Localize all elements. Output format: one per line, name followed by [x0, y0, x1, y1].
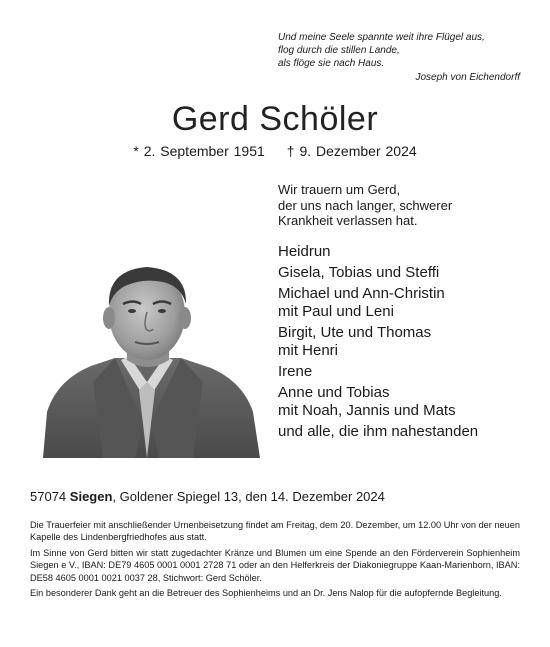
family-entry: [278, 363, 528, 381]
family-entry: [278, 285, 528, 321]
details-paragraph: Ein besonderer Dank geht an die Betreuer des Sophienheims und an Dr. Jens Nalop für die aufopfernde Begleitung.: [30, 588, 502, 599]
mourning-text: [278, 182, 518, 229]
details-paragraph: Die Trauerfeier mit anschließender Urnenbeisetzung findet am Freitag, dem 20. Dezember, um 12.00 Uhr von der neuen Kapelle des Lindenbergfriedhofes aus statt.: [30, 520, 520, 543]
place-and-date: [30, 489, 520, 505]
poem-author: Joseph von Eichendorff: [415, 72, 520, 83]
family-entry: [278, 243, 528, 261]
portrait-photo: [43, 262, 260, 458]
mourning-line: Wir trauern um Gerd,: [278, 182, 401, 197]
poem-line: flog durch die stillen Lande,: [278, 45, 400, 56]
family-line: mit Noah, Jannis und Mats: [278, 402, 456, 419]
birth-date: * 2. September 1951: [133, 143, 265, 159]
family-line: Irene: [278, 363, 313, 380]
poem-quote: [278, 31, 520, 84]
family-line: Anne und Tobias: [278, 384, 390, 401]
funeral-details: [30, 519, 520, 602]
details-paragraph: Im Sinne von Gerd bitten wir statt zugedachter Kränze und Blumen um eine Spende an den Förderverein Sophienheim Siegen e V., IBAN: DE79 4605 0001 0001 2728 71 oder an den Helferkreis der Diakoniegruppe Kaan-Marienborn, IBAN: DE58 4605 0001 0021 0037 28, Stichwort: Gerd Schöler.: [30, 547, 520, 583]
family-entry: [278, 324, 528, 360]
family-line: Heidrun: [278, 243, 331, 260]
family-entry: [278, 384, 528, 420]
mourning-line: Krankheit verlassen hat.: [278, 213, 418, 228]
poem-line: als flöge sie nach Haus.: [278, 58, 385, 69]
postal-code: 57074: [30, 489, 67, 504]
family-line: Michael und Ann-Christin: [278, 285, 445, 302]
city: Siegen: [69, 489, 113, 504]
mourning-line: der uns nach langer, schwerer: [278, 197, 453, 213]
death-date: † 9. Dezember 2024: [286, 143, 417, 159]
life-dates: [0, 143, 550, 160]
family-line: Gisela, Tobias und Steffi: [278, 264, 440, 281]
poem-line: Und meine Seele spannte weit ihre Flügel aus,: [278, 32, 485, 43]
family-line: mit Henri: [278, 342, 339, 359]
family-line: mit Paul und Leni: [278, 303, 394, 320]
family-entry: [278, 423, 528, 441]
family-line: Birgit, Ute und Thomas: [278, 324, 432, 341]
address-and-date: , Goldener Spiegel 13, den 14. Dezember 2024: [112, 489, 385, 504]
family-list: [278, 243, 528, 444]
family-entry: [278, 264, 528, 282]
deceased-name: Gerd Schöler: [171, 100, 379, 138]
family-line: und alle, die ihm nahestanden: [278, 423, 479, 440]
